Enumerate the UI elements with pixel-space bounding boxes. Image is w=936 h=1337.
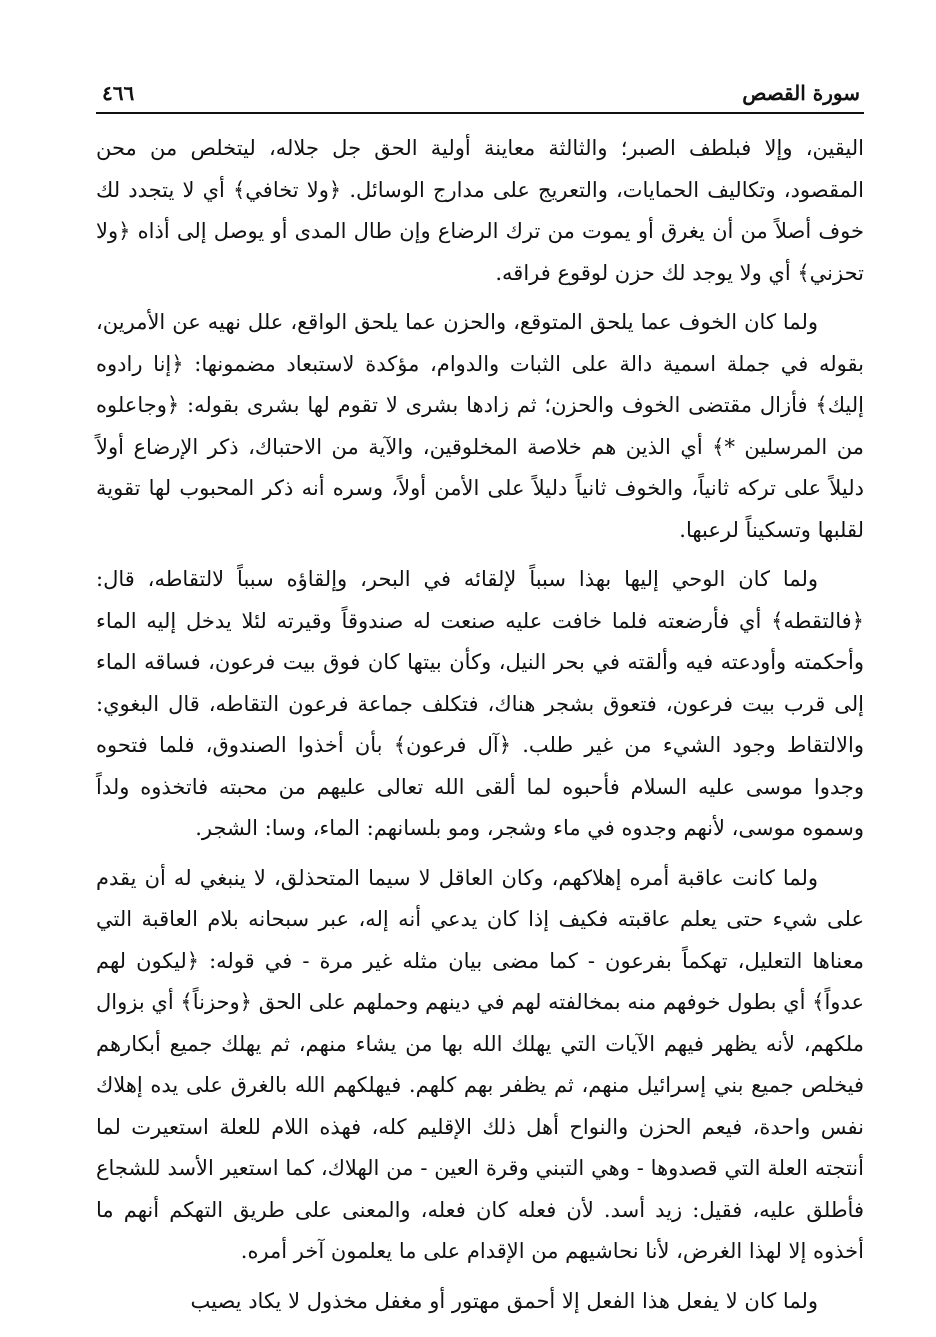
page-body <box>96 128 864 1322</box>
surah-title: سورة القصص <box>742 81 860 105</box>
paragraph: ولما كان الوحي إليها بهذا سبباً لإلقائه في البحر، وإلقاؤه سبباً لالتقاطه، قال: ﴿فالتقطه﴾ أي فأرضعته فلما خافت عليه صنعت له صندوقاً وقيرته لئلا يدخل إليه الماء وأحكمته وأودعته فيه وألقته في بحر النيل، وكأن بيتها كان فوق بيت فرعون، فساقه الماء إلى قرب بيت فرعون، فتعوق بشجر هناك، فتكلف جماعة فرعون التقاطه، قال البغوي: والالتقاط وجود الشيء من غير طلب. ﴿آل فرعون﴾ بأن أخذوا الصندوق، فلما فتحوه وجدوا موسى عليه السلام فأحبوه لما ألقى الله تعالى عليهم من محبته فاتخذوه ولداً وسموه موسى، لأنهم وجدوه في ماء وشجر، ومو بلسانهم: الماء، وسا: الشجر. <box>96 567 864 840</box>
paragraph: اليقين، وإلا فبلطف الصبر؛ والثالثة معاينة أولية الحق جل جلاله، ليتخلص من محن المقصود، وتكاليف الحمايات، والتعريج على مدارج الوسائل. ﴿ولا تخافي﴾ أي لا يتجدد لك خوف أصلاً من أن يغرق أو يموت من ترك الرضاع وإن طال المدى أو يوصل إلى أذاه ﴿ولا تحزني﴾ أي ولا يوجد لك حزن لوقوع فراقه. <box>96 136 864 285</box>
page-number: ٤٦٦ <box>102 81 135 105</box>
paragraph: ولما كان الخوف عما يلحق المتوقع، والحزن عما يلحق الواقع، علل نهيه عن الأمرين، بقوله في جملة اسمية دالة على الثبات والدوام، مؤكدة لاستبعاد مضمونها: ﴿إنا رادوه إليك﴾ فأزال مقتضى الخوف والحزن؛ ثم زادها بشرى لا تقوم لها بشرى بقوله: ﴿وجاعلوه من المرسلين *﴾ أي الذين هم خلاصة المخلوقين، والآية من الاحتباك، ذكر الإرضاع أولاً دليلاً على تركه ثانياً، والخوف ثانياً دليلاً على الأمن أولاً، وسره أنه ذكر المحبوب لها تقوية لقلبها وتسكيناً لرعبها. <box>96 310 864 542</box>
paragraph: ولما كان لا يفعل هذا الفعل إلا أحمق مهتور أو مغفل مخذول لا يكاد يصيب <box>190 1288 818 1313</box>
paragraph: ولما كانت عاقبة أمره إهلاكهم، وكان العاقل لا سيما المتحذلق، لا ينبغي له أن يقدم على شيء حتى يعلم عاقبته فكيف إذا كان يدعي أنه إله، عبر سبحانه بلام العاقبة التي معناها التعليل، تهكماً بفرعون - كما مضى بيان مثله غير مرة - في قوله: ﴿ليكون لهم عدواً﴾ أي بطول خوفهم منه بمخالفته لهم في دينهم وحملهم على الحق ﴿وحزناً﴾ أي بزوال ملكهم، لأنه يظهر فيهم الآيات التي يهلك الله بها من يشاء منهم، ثم يهلك جميع أبكارهم فيخلص جميع بني إسرائيل منهم، ثم يظفر بهم كلهم. فيهلكهم الله بالغرق على يده إهلاك نفس واحدة، فيعم الحزن والنواح أهل ذلك الإقليم كله، فهذه اللام للعلة استعيرت لما أنتجته العلة التي قصدوها - وهي التبني وقرة العين - من الهلاك، كما استعير الأسد للشجاع فأطلق عليه، فقيل: زيد أسد. لأن فعله كان فعله، والمعنى على طريق التهكم أنهم ما أخذوه إلا لهذا الغرض، لأنا نحاشيهم من الإقدام على ما يعلمون آخر أمره. <box>96 865 864 1263</box>
page-header <box>96 80 864 114</box>
